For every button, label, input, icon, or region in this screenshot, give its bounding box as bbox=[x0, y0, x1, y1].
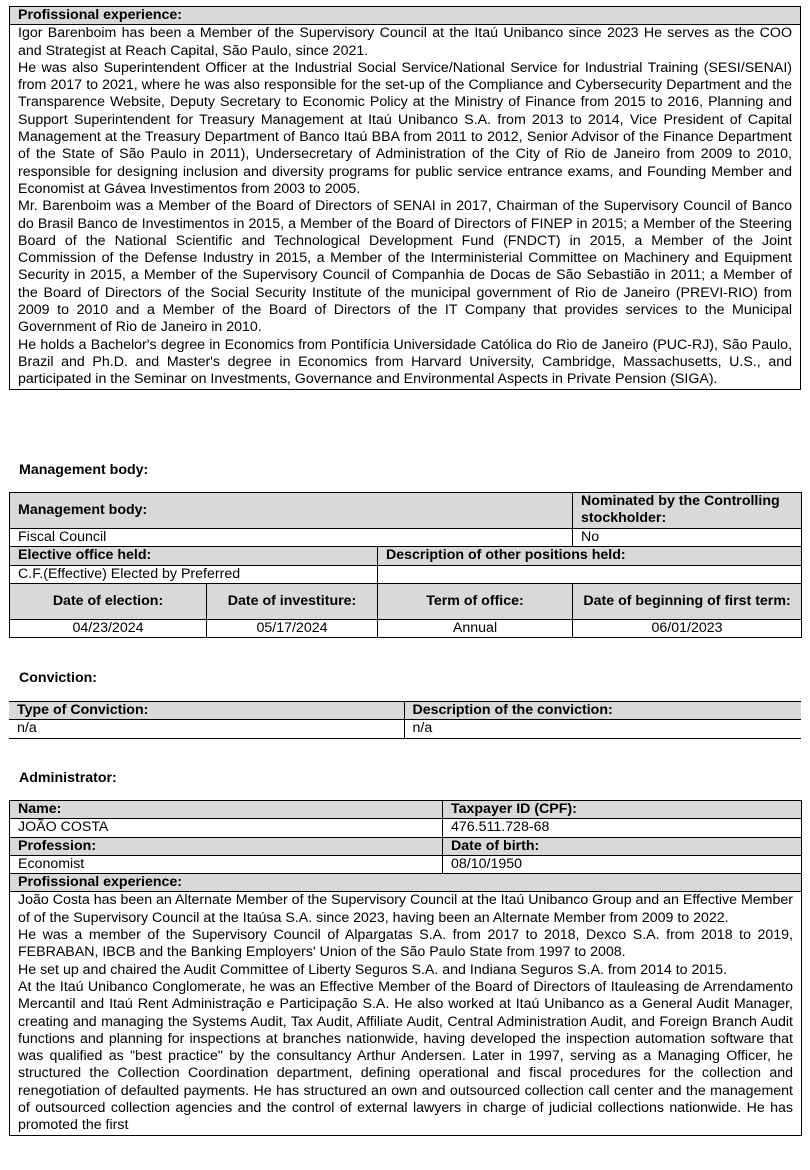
date-of-election-label: Date of election: bbox=[10, 583, 207, 619]
first-term-date-label: Date of beginning of first term: bbox=[573, 583, 802, 619]
term-of-office-value: Annual bbox=[378, 619, 573, 637]
date-of-investiture-label: Date of investiture: bbox=[207, 583, 378, 619]
conviction-section-title: Conviction: bbox=[19, 670, 98, 686]
management-body-label: Management body: bbox=[10, 493, 573, 529]
conviction-description-value: n/a bbox=[404, 720, 801, 738]
experience-paragraph: João Costa has been an Alternate Member of the Supervisory Council at the Itaú Unibanco Group and an Effective Member of of the Supervisory Council at the Itaúsa S.A. since 2023, having been an Alternate Member from 2009 to 2022. bbox=[18, 892, 793, 926]
birth-date-label: Date of birth: bbox=[443, 837, 802, 855]
conviction-type-value: n/a bbox=[9, 720, 404, 738]
profession-label: Profession: bbox=[10, 837, 443, 855]
birth-date-value: 08/10/1950 bbox=[443, 855, 802, 873]
elective-office-label: Elective office held: bbox=[10, 547, 378, 565]
other-positions-value bbox=[378, 565, 802, 583]
profile-experience-table bbox=[9, 6, 801, 390]
experience-paragraph: He was also Superintendent Officer at the Industrial Social Service/National Service for Industrial Training (SESI/SENAI) from 2017 to 2021, where he was also responsible for the set-up of the Compliance and Cybersecurity Department and the Transparence Website, Deputy Secretary to Economic Policy at the Ministry of Finance from 2015 to 2016, Planning and Support Superintendent for Treasury Management at Itaú Unibanco S.A. from 2013 to 2014, Vice President of Capital Management at the Treasury Department of Banco Itaú BBA from 2011 to 2012, Senior Advisor of the Finance Department of the State of São Paulo in 2011), Undersecretary of Administration of the City of Rio de Janeiro from 2009 to 2010, responsible for designing inclusion and diversity programs for public service entrance exams, and Founding Member and Economist at Gávea Investimentos from 2003 to 2005. bbox=[18, 59, 792, 197]
term-of-office-label: Term of office: bbox=[378, 583, 573, 619]
management-body-value: Fiscal Council bbox=[10, 529, 573, 547]
management-table bbox=[9, 492, 801, 638]
experience-paragraph: Mr. Barenboim was a Member of the Board of Directors of SENAI in 2017, Chairman of the Supervisory Council of Banco do Brasil Banco de Investimentos in 2015, a Member of the Board of Directors of FINEP in 2015; a Member of the Steering Board of the National Scientific and Technological Development Fund (FNDCT) in 2015, a Member of the Joint Commission of the Defense Industry in 2015, a Member of the Interministerial Committee on Machinery and Equipment Security in 2015, a Member of the Supervisory Council of Companhia de Docas de São Sebastião in 2011; a Member of the Board of Directors of the Social Security Institute of the municipal government of Rio de Janeiro (PREVI-RIO) from 2009 to 2010 and a Member of the Board of Directors of the IT Company that provides services to the Municipal Government of Rio de Janeiro in 2010. bbox=[18, 198, 792, 336]
profession-value: Economist bbox=[10, 855, 443, 873]
experience-header: Profissional experience: bbox=[10, 7, 801, 25]
conviction-description-label: Description of the conviction: bbox=[404, 702, 801, 720]
name-value: JOÃO COSTA bbox=[10, 819, 443, 837]
nominated-label: Nominated by the Controlling stockholder: bbox=[573, 493, 802, 529]
experience-body bbox=[10, 25, 801, 389]
name-label: Name: bbox=[10, 801, 443, 819]
date-of-election-value: 04/23/2024 bbox=[10, 619, 207, 637]
cpf-label: Taxpayer ID (CPF): bbox=[443, 801, 802, 819]
experience-paragraph: Igor Barenboim has been a Member of the Supervisory Council at the Itaú Unibanco since 2023 He serves as the COO and Strategist at Reach Capital, São Paulo, since 2021. bbox=[18, 25, 792, 59]
cpf-value: 476.511.728-68 bbox=[443, 819, 802, 837]
experience-paragraph: He holds a Bachelor's degree in Economics from Pontifícia Universidade Católica do Rio de Janeiro (PUC-RJ), São Paulo, Brazil and Ph.D. and Master's degree in Economics from Harvard University, Cambridge, Massachusetts, U.S., and participated in the Seminar on Investments, Governance and Environmental Aspects in Private Pension (SIGA). bbox=[18, 336, 792, 388]
other-positions-label: Description of other positions held: bbox=[378, 547, 802, 565]
elective-office-value: C.F.(Effective) Elected by Preferred bbox=[10, 565, 378, 583]
nominated-value: No bbox=[573, 529, 802, 547]
date-of-investiture-value: 05/17/2024 bbox=[207, 619, 378, 637]
experience-paragraph: At the Itaú Unibanco Conglomerate, he was an Effective Member of the Board of Directors of Itauleasing de Arrendamento Mercantil and Itaú Rent Administração e Participação S.A. He also worked at Itaú Unibanco as a General Audit Manager, creating and managing the Systems Audit, Tax Audit, Affiliate Audit, Central Administration Audit, and Foreign Branch Audit functions and planning for inspections at branches nationwide, having developed the inspection automation software that was qualified as "best practice" by the consultancy Arthur Andersen. Later in 1997, serving as a Managing Officer, he structured the Collection Coordination department, defining operational and fiscal procedures for the collection and renegotiation of defaulted payments. He has structured an own and outsourced collection call center and the management of outsourced collection agencies and the control of external lawyers in charge of judicial collections nationwide. He has promoted the first bbox=[18, 978, 793, 1134]
administrator-experience-body bbox=[10, 892, 802, 1135]
experience-paragraph: He was a member of the Supervisory Council of Alpargatas S.A. from 2017 to 2018, Dexco S.A. from 2018 to 2019, FEBRABAN, IBCB and the Banking Employers' Union of the São Paulo State from 1997 to 2008. bbox=[18, 927, 793, 961]
first-term-date-value: 06/01/2023 bbox=[573, 619, 802, 637]
administrator-section-title: Administrator: bbox=[19, 770, 117, 786]
experience-paragraph: He set up and chaired the Audit Committee of Liberty Seguros S.A. and Indiana Seguros S.A. from 2014 to 2015. bbox=[18, 961, 728, 978]
administrator-experience-label: Profissional experience: bbox=[10, 874, 802, 892]
administrator-table bbox=[9, 800, 801, 1136]
management-section-title: Management body: bbox=[19, 462, 149, 478]
conviction-type-label: Type of Conviction: bbox=[9, 702, 404, 720]
conviction-table bbox=[9, 701, 801, 739]
